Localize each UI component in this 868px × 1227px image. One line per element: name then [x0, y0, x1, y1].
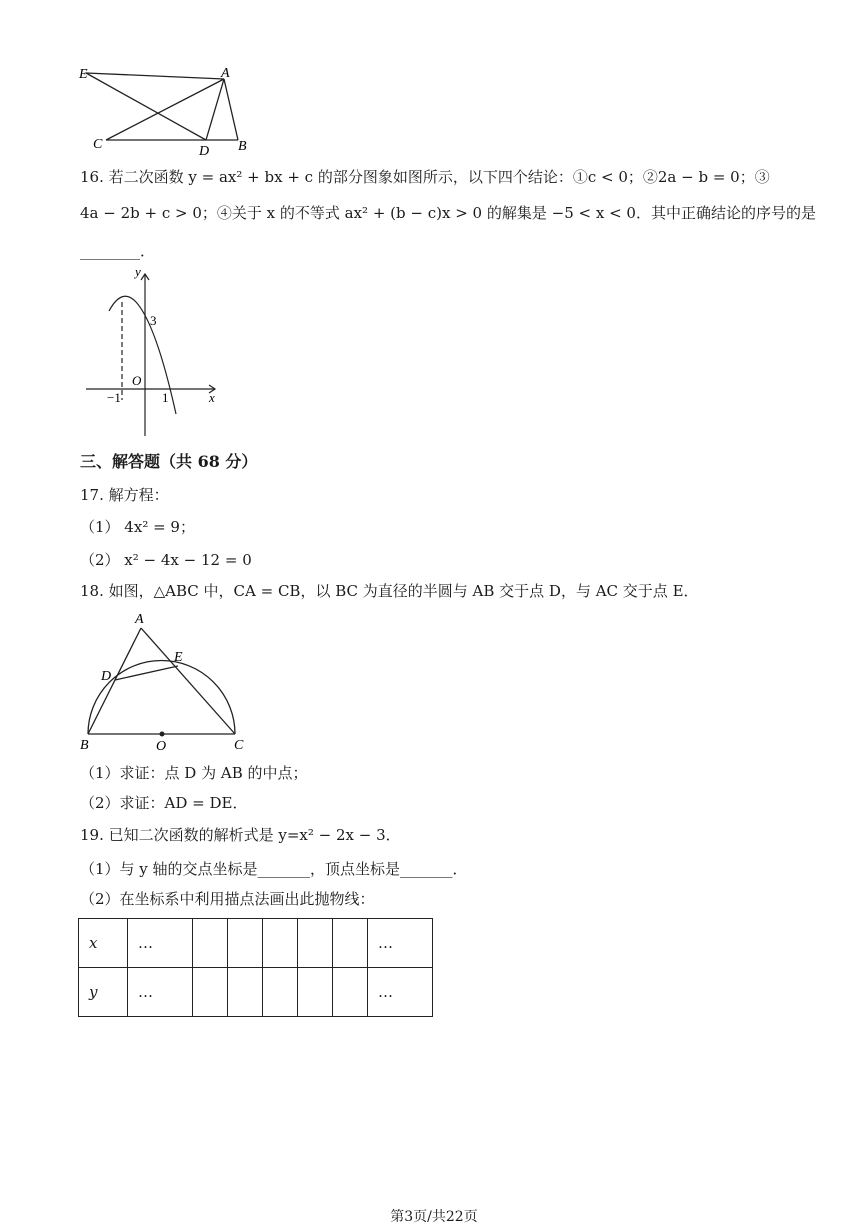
label-O: O [156, 739, 167, 754]
origin-label: O [132, 373, 142, 388]
tick-1: 1 [162, 390, 169, 405]
q17-title: 17. 解方程： [80, 486, 169, 504]
label-A: A [221, 66, 230, 81]
q16-line2: 4a − 2b + c > 0；④关于 x 的不等式 ax² + (b − c)x > 0 的解集是 −5 < x < 0．其中正确结论的序号的是 [80, 204, 816, 222]
table-cell: … [128, 968, 193, 1017]
label-D: D [199, 144, 210, 157]
table-cell [263, 968, 298, 1017]
section-title: 三、解答题（共 68 分） [80, 452, 258, 471]
tick-3: 3 [150, 313, 157, 328]
table-row-x [79, 919, 433, 968]
q19-part1: （1）与 y 轴的交点坐标是_______，顶点坐标是_______． [80, 860, 468, 878]
table-cell [193, 919, 228, 968]
table-cell: x [79, 919, 128, 968]
table-cell: y [79, 968, 128, 1017]
label-A: A [135, 612, 144, 627]
tick-neg1: −1 [107, 390, 121, 405]
table-cell [193, 968, 228, 1017]
table-cell [228, 968, 263, 1017]
q18-part2: （2）求证：AD = DE． [80, 794, 248, 812]
page-number: 第3页/共22页 [390, 1209, 478, 1225]
figure-q18 [76, 608, 256, 756]
table-cell [333, 968, 368, 1017]
figure-q15 [76, 62, 256, 157]
table-cell [298, 919, 333, 968]
label-E: E [79, 67, 88, 82]
table-cell [263, 919, 298, 968]
q17-part2: （2） x² − 4x − 12 = 0 [80, 551, 252, 569]
y-axis-label: y [135, 264, 141, 279]
table-cell [298, 968, 333, 1017]
table-cell: … [368, 919, 433, 968]
label-B: B [80, 738, 89, 753]
table-cell: … [368, 968, 433, 1017]
label-C: C [93, 137, 103, 152]
table-cell: … [128, 919, 193, 968]
q16-line1: 16. 若二次函数 y = ax² + bx + c 的部分图象如图所示，以下四个结论：①c < 0；②2a − b = 0；③ [80, 168, 770, 186]
q19-part2: （2）在坐标系中利用描点法画出此抛物线： [80, 890, 375, 908]
points-table [78, 918, 433, 1017]
q16-answer-blank: ________． [80, 242, 156, 260]
table-cell [228, 919, 263, 968]
x-axis-label: x [209, 390, 215, 405]
label-D: D [101, 669, 112, 684]
label-E: E [174, 650, 183, 665]
q17-part1: （1） 4x² = 9； [80, 518, 195, 536]
q18-text: 18. 如图，△ABC 中，CA = CB，以 BC 为直径的半圆与 AB 交于点 D，与 AC 交于点 E． [80, 582, 699, 600]
graph-q16 [82, 264, 222, 439]
q19-text: 19. 已知二次函数的解析式是 y=x² − 2x − 3． [80, 826, 401, 844]
label-B: B [238, 139, 247, 154]
table-row-y [79, 968, 433, 1017]
table-cell [333, 919, 368, 968]
label-C: C [234, 738, 244, 753]
q18-part1: （1）求证：点 D 为 AB 的中点； [80, 764, 308, 782]
